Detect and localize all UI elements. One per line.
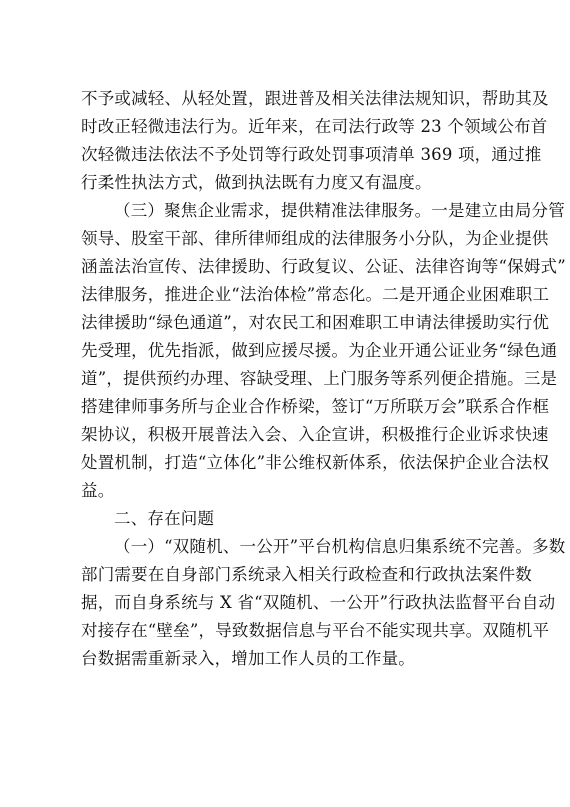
subsection-heading-line: （一）“双随机、一公开”平台机构信息归集系统不完善。多数 (114, 537, 566, 556)
text-line: 涵盖法治宣传、法律援助、行政复议、公证、法律咨询等“保姆式” (81, 257, 566, 276)
text-line: 不予或减轻、从轻处置，跟进普及相关法律法规知识，帮助其及 (81, 89, 549, 108)
text-line: 先受理，优先指派，做到应援尽援。为企业开通公证业务“绿色通 (81, 341, 558, 360)
text-line: 法律服务，推进企业“法治体检”常态化。二是开通企业困难职工 (81, 285, 550, 304)
text-line: 道”，提供预约办理、容缺受理、上门服务等系列便企措施。三是 (81, 369, 558, 388)
text-line: 搭建律师事务所与企业合作桥梁，签订“万所联万会”联系合作框 (81, 397, 550, 416)
text-line: 时改正轻微违法行为。近年来，在司法行政等 23 个领域公布首 (81, 117, 548, 136)
text-line: 对接存在“壁垒”，导致数据信息与平台不能实现共享。双随机平 (81, 621, 550, 640)
text-line: 处置机制，打造“立体化”非公维权新体系，依法保护企业合法权 (81, 453, 550, 472)
text-line: 台数据需重新录入，增加工作人员的工作量。 (81, 649, 415, 668)
section-heading-line: （三）聚焦企业需求，提供精准法律服务。一是建立由局分管 (114, 201, 565, 220)
section-title: 二、存在问题 (114, 509, 215, 528)
text-line: 架协议，积极开展普法入会、入企宣讲，积极推行企业诉求快速 (81, 425, 549, 444)
text-line: 行柔性执法方式，做到执法既有力度又有温度。 (81, 173, 432, 192)
document-page (81, 85, 566, 673)
text-line: 法律援助“绿色通道”，对农民工和困难职工申请法律援助实行优 (81, 313, 550, 332)
text-line: 据，而自身系统与 X 省“双随机、一公开”行政执法监督平台自动 (81, 593, 556, 612)
text-line: 部门需要在自身部门系统录入相关行政检查和行政执法案件数 (81, 565, 532, 584)
text-line: 次轻微违法依法不予处罚等行政处罚事项清单 369 项，通过推 (81, 145, 542, 164)
text-line: 益。 (81, 481, 115, 500)
text-line: 领导、股室干部、律所律师组成的法律服务小分队，为企业提供 (81, 229, 549, 248)
